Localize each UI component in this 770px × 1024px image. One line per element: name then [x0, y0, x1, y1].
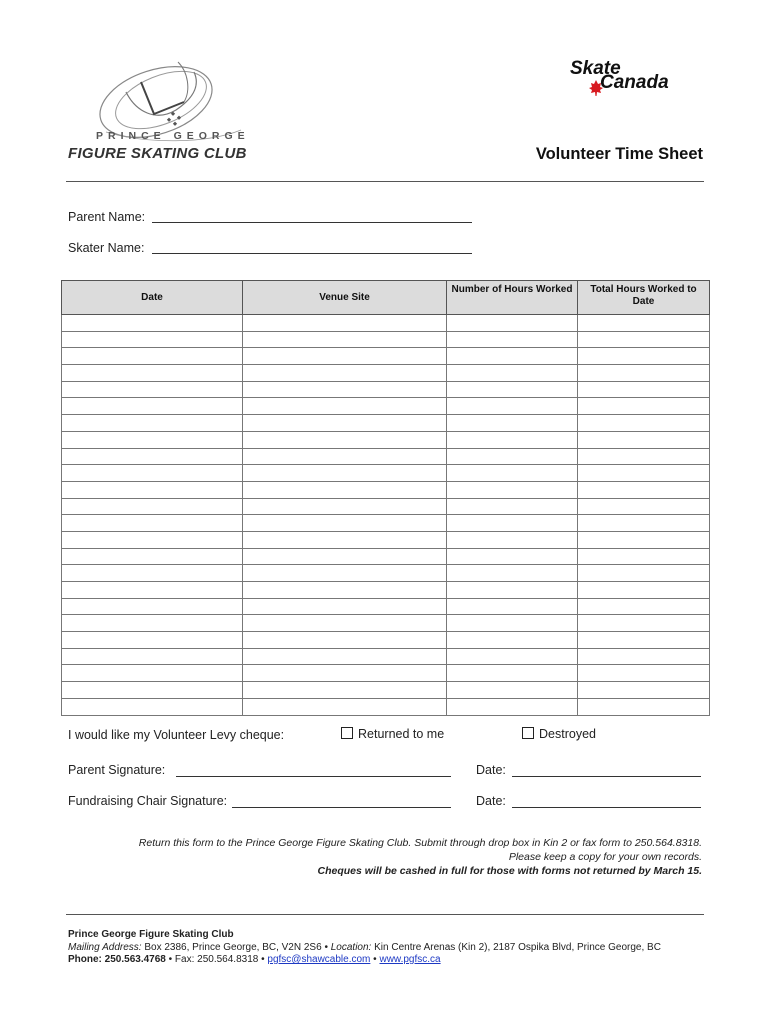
table-row: [62, 498, 710, 515]
table-row: [62, 315, 710, 332]
date-cell[interactable]: [62, 381, 243, 398]
venue-cell[interactable]: [243, 315, 447, 332]
total-cell[interactable]: [578, 465, 710, 482]
hours-cell[interactable]: [447, 665, 578, 682]
table-row: [62, 448, 710, 465]
note-line-3: [66, 864, 702, 878]
table-row: [62, 665, 710, 682]
table-row: [62, 698, 710, 715]
total-cell[interactable]: [578, 448, 710, 465]
venue-cell[interactable]: [243, 398, 447, 415]
returned-label: Returned to me: [358, 727, 445, 741]
hours-cell[interactable]: [447, 431, 578, 448]
hours-cell[interactable]: [447, 331, 578, 348]
footer-separator: •: [168, 954, 173, 965]
destroyed-label: Destroyed: [539, 727, 596, 741]
venue-cell[interactable]: [243, 548, 447, 565]
parent-signature-field[interactable]: [176, 776, 451, 777]
venue-cell[interactable]: [243, 381, 447, 398]
column-header-hours: Number of Hours Worked: [447, 281, 578, 315]
date-cell[interactable]: [62, 448, 243, 465]
footer-phone: Phone: 250.563.4768: [68, 954, 166, 965]
total-cell[interactable]: [578, 498, 710, 515]
table-row: [62, 515, 710, 532]
venue-cell[interactable]: [243, 531, 447, 548]
chair-signature-field[interactable]: [232, 807, 451, 808]
table-row: [62, 648, 710, 665]
total-cell[interactable]: [578, 548, 710, 565]
note-line-2: Please keep a copy for your own records.: [508, 851, 702, 863]
club-name-main: FIGURE SKATING CLUB: [68, 145, 247, 162]
date-cell[interactable]: [62, 665, 243, 682]
venue-cell[interactable]: [243, 465, 447, 482]
total-cell[interactable]: [578, 665, 710, 682]
total-cell[interactable]: [578, 531, 710, 548]
hours-cell[interactable]: [447, 632, 578, 649]
total-cell[interactable]: [578, 648, 710, 665]
total-cell[interactable]: [578, 398, 710, 415]
date-cell[interactable]: [62, 515, 243, 532]
table-row: [62, 582, 710, 599]
footer-website-link[interactable]: www.pgfsc.ca: [379, 954, 441, 965]
hours-cell[interactable]: [447, 615, 578, 632]
table-row: [62, 398, 710, 415]
total-cell[interactable]: [578, 632, 710, 649]
venue-cell[interactable]: [243, 565, 447, 582]
hours-cell[interactable]: [447, 365, 578, 382]
destroyed-checkbox[interactable]: [522, 727, 534, 739]
venue-cell[interactable]: [243, 415, 447, 432]
venue-cell[interactable]: [243, 615, 447, 632]
venue-cell[interactable]: [243, 598, 447, 615]
date-cell[interactable]: [62, 565, 243, 582]
total-cell[interactable]: [578, 698, 710, 715]
table-row: [62, 415, 710, 432]
levy-question: I would like my Volunteer Levy cheque:: [68, 728, 285, 742]
skate-canada-logo-word1: Skate: [570, 58, 621, 79]
date-cell[interactable]: [62, 698, 243, 715]
parent-date-label: Date:: [476, 763, 506, 777]
table-row: [62, 632, 710, 649]
total-cell[interactable]: [578, 598, 710, 615]
date-cell[interactable]: [62, 331, 243, 348]
table-row: [62, 348, 710, 365]
date-cell[interactable]: [62, 365, 243, 382]
column-header-venue: Venue Site: [243, 281, 447, 315]
date-cell[interactable]: [62, 315, 243, 332]
date-cell[interactable]: [62, 582, 243, 599]
total-cell[interactable]: [578, 615, 710, 632]
chair-signature-label: Fundraising Chair Signature:: [68, 794, 228, 808]
hours-cell[interactable]: [447, 598, 578, 615]
venue-cell[interactable]: [243, 331, 447, 348]
hours-cell[interactable]: [447, 565, 578, 582]
table-row: [62, 481, 710, 498]
option-returned[interactable]: [341, 727, 444, 741]
total-cell[interactable]: [578, 315, 710, 332]
returned-checkbox[interactable]: [341, 727, 353, 739]
skater-name-label: Skater Name:: [68, 241, 145, 255]
venue-cell[interactable]: [243, 348, 447, 365]
total-cell[interactable]: [578, 582, 710, 599]
instructions-note: [66, 836, 702, 878]
table-row: [62, 531, 710, 548]
date-cell[interactable]: [62, 398, 243, 415]
date-cell[interactable]: [62, 682, 243, 699]
venue-cell[interactable]: [243, 582, 447, 599]
column-header-date: Date: [62, 281, 243, 315]
venue-cell[interactable]: [243, 632, 447, 649]
hours-cell[interactable]: [447, 648, 578, 665]
footer-location-label: Location:: [330, 941, 372, 953]
footer: [68, 929, 708, 967]
footer-separator: •: [261, 954, 265, 965]
total-cell[interactable]: [578, 415, 710, 432]
hours-cell[interactable]: [447, 381, 578, 398]
date-cell[interactable]: [62, 615, 243, 632]
venue-cell[interactable]: [243, 431, 447, 448]
table-header-row: [62, 281, 710, 315]
date-cell[interactable]: [62, 415, 243, 432]
table-row: [62, 682, 710, 699]
footer-mailing-label: Mailing Address:: [68, 941, 142, 953]
note-line-1: Return this form to the Prince George Figure Skating Club. Submit through drop box in Kin 2 or fax form to 250.564.8318.: [138, 837, 702, 849]
hours-cell[interactable]: [447, 515, 578, 532]
footer-email-link[interactable]: pgfsc@shawcable.com: [267, 954, 371, 965]
page-title: Volunteer Time Sheet: [535, 145, 703, 163]
total-cell[interactable]: [578, 365, 710, 382]
footer-divider: [66, 914, 704, 915]
hours-cell[interactable]: [447, 398, 578, 415]
footer-org-name: Prince George Figure Skating Club: [68, 929, 234, 940]
venue-cell[interactable]: [243, 648, 447, 665]
footer-separator: •: [373, 954, 377, 965]
date-cell[interactable]: [62, 498, 243, 515]
venue-cell[interactable]: [243, 682, 447, 699]
table-row: [62, 598, 710, 615]
table-row: [62, 548, 710, 565]
date-cell[interactable]: [62, 465, 243, 482]
venue-cell[interactable]: [243, 698, 447, 715]
hours-cell[interactable]: [447, 548, 578, 565]
hours-cell[interactable]: [447, 315, 578, 332]
hours-cell[interactable]: [447, 465, 578, 482]
header-divider: [66, 181, 704, 182]
date-cell[interactable]: [62, 598, 243, 615]
footer-separator: •: [324, 941, 328, 953]
column-header-total: Total Hours Worked to Date: [578, 281, 710, 315]
table-row: [62, 331, 710, 348]
parent-date-field[interactable]: [512, 776, 701, 777]
date-cell[interactable]: [62, 531, 243, 548]
total-cell[interactable]: [578, 381, 710, 398]
chair-date-field[interactable]: [512, 807, 701, 808]
hours-cell[interactable]: [447, 498, 578, 515]
venue-cell[interactable]: [243, 365, 447, 382]
date-cell[interactable]: [62, 348, 243, 365]
parent-name-label: Parent Name:: [68, 210, 146, 224]
venue-cell[interactable]: [243, 498, 447, 515]
note-line-3-text: Cheques will be cashed in full for those with forms not returned by March 15.: [317, 865, 702, 877]
total-cell[interactable]: [578, 481, 710, 498]
total-cell[interactable]: [578, 348, 710, 365]
venue-cell[interactable]: [243, 515, 447, 532]
date-cell[interactable]: [62, 632, 243, 649]
table-row: [62, 465, 710, 482]
table-row: [62, 381, 710, 398]
table-row: [62, 365, 710, 382]
hours-cell[interactable]: [447, 582, 578, 599]
date-cell[interactable]: [62, 648, 243, 665]
total-cell[interactable]: [578, 565, 710, 582]
table-row: [62, 565, 710, 582]
skate-canada-logo: [568, 56, 708, 102]
venue-cell[interactable]: [243, 481, 447, 498]
hours-cell[interactable]: [447, 698, 578, 715]
date-cell[interactable]: [62, 481, 243, 498]
hours-cell[interactable]: [447, 481, 578, 498]
table-row: [62, 615, 710, 632]
hours-cell[interactable]: [447, 448, 578, 465]
total-cell[interactable]: [578, 331, 710, 348]
hours-cell[interactable]: [447, 531, 578, 548]
parent-name-field[interactable]: [152, 222, 472, 223]
parent-signature-label: Parent Signature:: [68, 763, 166, 777]
total-cell[interactable]: [578, 515, 710, 532]
hours-cell[interactable]: [447, 415, 578, 432]
date-cell[interactable]: [62, 431, 243, 448]
venue-cell[interactable]: [243, 665, 447, 682]
date-cell[interactable]: [62, 548, 243, 565]
footer-fax: Fax: 250.564.8318: [174, 954, 259, 965]
footer-location-value: Kin Centre Arenas (Kin 2), 2187 Ospika Blvd, Prince George, BC: [374, 941, 661, 953]
total-cell[interactable]: [578, 431, 710, 448]
hours-cell[interactable]: [447, 682, 578, 699]
table-row: [62, 431, 710, 448]
total-cell[interactable]: [578, 682, 710, 699]
venue-cell[interactable]: [243, 448, 447, 465]
volunteer-hours-table: [61, 280, 710, 716]
option-destroyed[interactable]: [522, 727, 596, 741]
skate-canada-logo-word2: Canada: [600, 72, 669, 93]
hours-cell[interactable]: [447, 348, 578, 365]
footer-mailing-value: Box 2386, Prince George, BC, V2N 2S6: [144, 941, 322, 953]
chair-date-label: Date:: [476, 794, 506, 808]
skater-name-field[interactable]: [152, 253, 472, 254]
club-name-top: PRINCE GEORGE: [96, 130, 250, 142]
